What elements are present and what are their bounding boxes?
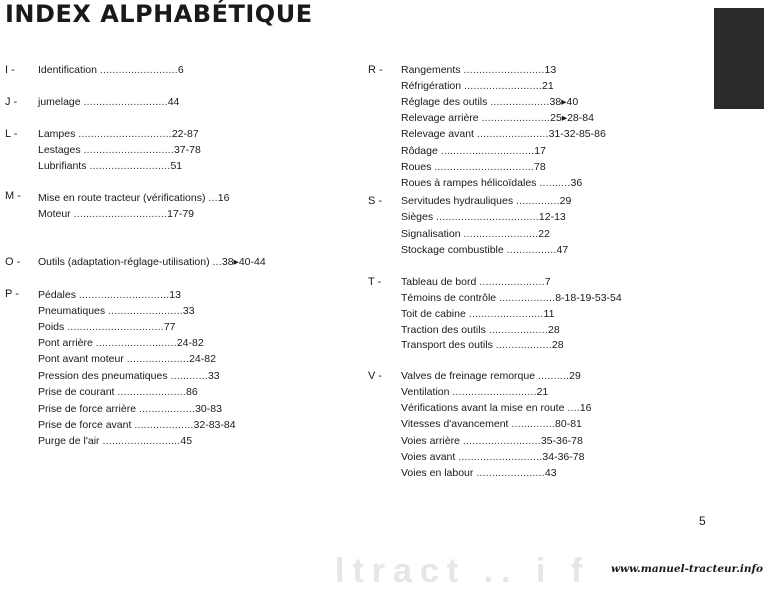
entry-label: Mise en route tracteur (vérifications) — [38, 192, 206, 204]
entry-dot-leader: .............................. — [73, 208, 168, 220]
entry-pages: 77 — [163, 321, 176, 333]
entry-pages: 29 — [569, 370, 581, 382]
entry-label: Voies en labour — [401, 467, 474, 479]
footer-watermark: www.manuel-tracteur.info — [611, 563, 764, 575]
index-entry — [38, 370, 220, 382]
entry-pages: 17-79 — [167, 208, 194, 220]
index-entry — [38, 386, 198, 398]
entry-pages: 86 — [185, 386, 198, 398]
index-letter: T - — [368, 276, 382, 288]
entry-label: Purge de l'air — [38, 435, 100, 447]
index-entry — [401, 64, 556, 76]
entry-dot-leader: ........................... — [83, 96, 168, 108]
entry-label: Lubrifiants — [38, 160, 87, 172]
index-entry — [38, 160, 182, 172]
index-entry — [38, 337, 204, 349]
index-entry — [38, 64, 184, 76]
entry-label: Identification — [38, 64, 97, 76]
entry-label: Transport des outils — [401, 339, 493, 351]
entry-label: Stockage combustible — [401, 244, 504, 256]
index-entry — [38, 289, 181, 301]
entry-dot-leader: .......................... — [95, 337, 177, 349]
entry-label: Ventilation — [401, 386, 450, 398]
index-entry — [38, 435, 192, 447]
entry-pages: 21 — [541, 80, 554, 92]
entry-dot-leader: ........................... — [452, 386, 537, 398]
entry-label: Réfrigération — [401, 80, 462, 92]
entry-label: Vitesses d'avancement — [401, 418, 509, 430]
entry-pages: 44 — [167, 96, 180, 108]
entry-pages: 37-78 — [173, 144, 201, 156]
entry-dot-leader: ...................... — [481, 112, 551, 124]
entry-dot-leader: .... — [567, 402, 580, 414]
entry-pages: 51 — [170, 160, 183, 172]
index-letter: M - — [5, 190, 21, 202]
entry-pages: 33 — [207, 370, 220, 382]
entry-label: Lampes — [38, 128, 76, 140]
entry-dot-leader: .......................... — [463, 64, 545, 76]
entry-pages: 43 — [544, 467, 557, 479]
section-tab-marker — [714, 8, 764, 109]
entry-pages: 38▸40 — [549, 96, 579, 108]
entry-pages: 38▸40-44 — [221, 256, 266, 268]
entry-dot-leader: .............................. — [78, 128, 172, 140]
entry-label: Voies arrière — [401, 435, 460, 447]
index-entry — [401, 161, 546, 173]
entry-label: Outils (adaptation-réglage-utilisation) — [38, 256, 210, 268]
index-entry — [401, 276, 551, 288]
entry-dot-leader: ................... — [488, 324, 548, 336]
entry-dot-leader: .......... — [537, 370, 570, 382]
entry-pages: 30-83 — [195, 403, 222, 415]
entry-dot-leader: ... — [212, 256, 222, 268]
entry-dot-leader: .......... — [539, 177, 571, 189]
entry-label: Relevage avant — [401, 128, 474, 140]
entry-pages: 12-13 — [538, 211, 566, 223]
entry-dot-leader: .................. — [495, 339, 552, 351]
bleed-through-shadow: ltract .. i f — [335, 552, 591, 590]
entry-pages: 35-36-78 — [540, 435, 583, 447]
entry-label: Roues à rampes hélicoïdales — [401, 177, 537, 189]
entry-pages: 78 — [534, 161, 546, 173]
index-entry — [401, 211, 566, 223]
entry-pages: 33 — [182, 305, 195, 317]
entry-label: Relevage arrière — [401, 112, 479, 124]
entry-dot-leader: ............................... — [67, 321, 164, 333]
entry-pages: 45 — [180, 435, 193, 447]
index-entry — [38, 305, 195, 317]
entry-dot-leader: ........................... — [458, 451, 543, 463]
entry-label: Servitudes hydrauliques — [401, 195, 514, 207]
index-entry — [401, 292, 622, 304]
entry-pages: 16 — [579, 402, 592, 414]
entry-dot-leader: ... — [208, 192, 218, 204]
index-entry — [401, 339, 564, 351]
entry-pages: 8-18-19-53-54 — [555, 292, 622, 304]
entry-dot-leader: ................... — [490, 96, 550, 108]
index-letter: V - — [368, 370, 383, 382]
entry-label: Voies avant — [401, 451, 456, 463]
index-entry — [38, 144, 201, 156]
entry-dot-leader: .............. — [516, 195, 560, 207]
entry-pages: 80-81 — [555, 418, 582, 430]
entry-dot-leader: ......................... — [102, 435, 181, 447]
entry-dot-leader: ....................... — [476, 128, 549, 140]
index-letter: I - — [5, 64, 15, 76]
index-letter: J - — [5, 96, 18, 108]
entry-pages: 7 — [544, 276, 551, 288]
index-entry — [401, 177, 582, 189]
index-entry — [401, 467, 557, 479]
entry-label: Signalisation — [401, 228, 461, 240]
entry-pages: 31-32-85-86 — [548, 128, 606, 140]
entry-dot-leader: ........................ — [463, 228, 539, 240]
entry-label: Toit de cabine — [401, 308, 466, 320]
page-title: INDEX ALPHABÉTIQUE — [5, 0, 313, 28]
index-letter: P - — [5, 288, 19, 300]
entry-pages: 24-82 — [176, 337, 204, 349]
entry-pages: 29 — [559, 195, 572, 207]
entry-label: Pédales — [38, 289, 76, 301]
index-entry — [401, 402, 592, 414]
index-entry — [401, 128, 606, 140]
index-entry — [38, 96, 179, 108]
entry-dot-leader: .................. — [138, 403, 196, 415]
entry-label: Prise de force arrière — [38, 403, 137, 415]
entry-pages: 34-36-78 — [542, 451, 585, 463]
index-entry — [401, 145, 546, 157]
index-entry — [401, 112, 594, 124]
entry-dot-leader: .................... — [126, 353, 190, 365]
entry-label: Traction des outils — [401, 324, 486, 336]
index-letter: R - — [368, 64, 383, 76]
entry-dot-leader: ............................. — [78, 289, 170, 301]
entry-label: Pont avant moteur — [38, 353, 124, 365]
entry-label: Roues — [401, 161, 432, 173]
entry-label: Rangements — [401, 64, 461, 76]
index-entry — [401, 386, 548, 398]
entry-pages: 24-82 — [189, 353, 216, 365]
index-entry — [38, 256, 266, 268]
entry-label: Prise de force avant — [38, 419, 132, 431]
index-entry — [401, 308, 554, 320]
index-entry — [401, 324, 560, 336]
entry-dot-leader: ................................ — [434, 161, 535, 173]
index-entry — [401, 370, 581, 382]
entry-dot-leader: ......................... — [99, 64, 178, 76]
index-entry — [38, 208, 194, 220]
entry-label: Pression des pneumatiques — [38, 370, 168, 382]
entry-label: Témoins de contrôle — [401, 292, 497, 304]
entry-pages: 22 — [538, 228, 550, 240]
entry-label: Réglage des outils — [401, 96, 488, 108]
entry-pages: 32-83-84 — [193, 419, 236, 431]
entry-label: Moteur — [38, 208, 71, 220]
entry-label: Lestages — [38, 144, 81, 156]
entry-dot-leader: ..................... — [479, 276, 545, 288]
entry-label: Pont arrière — [38, 337, 93, 349]
entry-label: Vérifications avant la mise en route — [401, 402, 565, 414]
entry-pages: 22-87 — [171, 128, 199, 140]
entry-pages: 11 — [543, 308, 555, 320]
entry-pages: 28 — [551, 339, 564, 351]
entry-pages: 13 — [544, 64, 557, 76]
index-entry — [401, 195, 571, 207]
entry-dot-leader: .............. — [511, 418, 556, 430]
entry-pages: 25▸28-84 — [550, 112, 594, 124]
index-entry — [38, 321, 176, 333]
index-letter: O - — [5, 256, 21, 268]
entry-label: Sièges — [401, 211, 434, 223]
entry-dot-leader: ................................. — [436, 211, 539, 223]
index-entry — [38, 128, 199, 140]
entry-pages: 6 — [177, 64, 184, 76]
entry-label: Poids — [38, 321, 65, 333]
entry-pages: 16 — [217, 192, 230, 204]
entry-dot-leader: ............ — [170, 370, 208, 382]
index-entry — [401, 418, 582, 430]
entry-dot-leader: ...................... — [476, 467, 545, 479]
entry-dot-leader: ........................ — [108, 305, 183, 317]
entry-dot-leader: .......................... — [89, 160, 171, 172]
index-entry — [401, 451, 584, 463]
entry-dot-leader: .................. — [499, 292, 556, 304]
index-entry — [38, 419, 236, 431]
index-entry — [401, 228, 550, 240]
entry-dot-leader: .............................. — [440, 145, 535, 157]
index-entry — [401, 435, 583, 447]
entry-dot-leader: ........................ — [468, 308, 544, 320]
entry-label: Pneumatiques — [38, 305, 106, 317]
index-letter: L - — [5, 128, 18, 140]
entry-dot-leader: ................... — [134, 419, 194, 431]
index-entry — [38, 403, 222, 415]
entry-pages: 36 — [570, 177, 583, 189]
entry-label: Valves de freinage remorque — [401, 370, 536, 382]
entry-dot-leader: ......................... — [462, 435, 541, 447]
entry-label: Rôdage — [401, 145, 438, 157]
entry-pages: 47 — [556, 244, 569, 256]
entry-dot-leader: ................ — [506, 244, 557, 256]
entry-dot-leader: ......................... — [464, 80, 542, 92]
entry-pages: 17 — [534, 145, 546, 157]
index-entry — [401, 244, 568, 256]
index-entry — [38, 192, 229, 204]
index-letter: S - — [368, 195, 383, 207]
entry-label: jumelage — [38, 96, 81, 108]
page-number: 5 — [699, 514, 706, 528]
entry-pages: 28 — [547, 324, 560, 336]
entry-pages: 13 — [169, 289, 181, 301]
entry-label: Prise de courant — [38, 386, 115, 398]
entry-dot-leader: ............................. — [83, 144, 174, 156]
entry-dot-leader: ...................... — [117, 386, 186, 398]
entry-pages: 21 — [536, 386, 549, 398]
index-entry — [401, 96, 578, 108]
index-entry — [401, 80, 554, 92]
index-entry — [38, 353, 216, 365]
entry-label: Tableau de bord — [401, 276, 477, 288]
